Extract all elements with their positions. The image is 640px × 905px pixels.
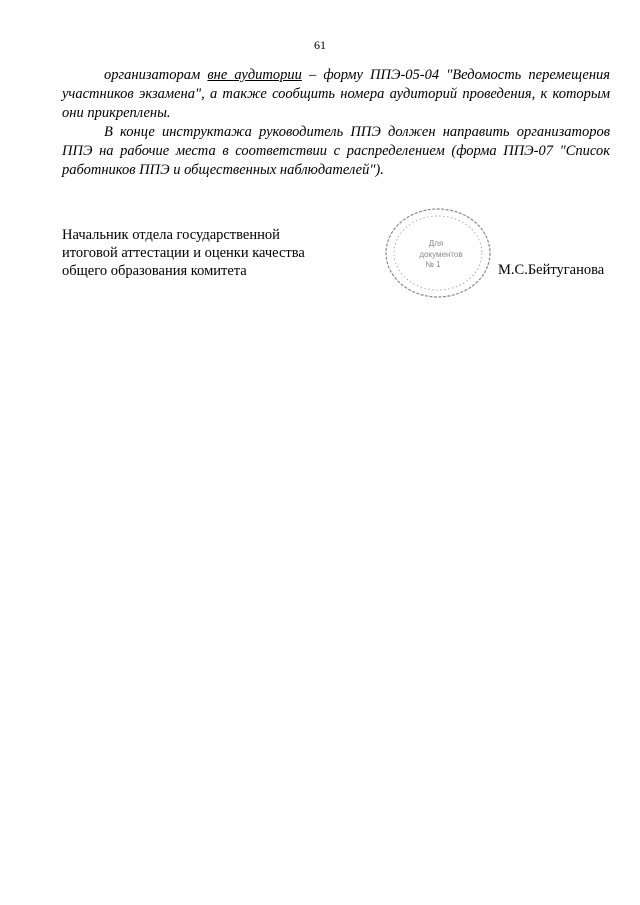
paragraph-1: [62, 66, 610, 123]
paragraph-1-lead: организаторам: [104, 67, 208, 83]
body-text: [62, 66, 610, 180]
page-number: 61: [314, 38, 326, 52]
stamp: [383, 206, 493, 300]
signature-title-line: Начальник отдела государственной: [62, 227, 280, 243]
stamp-text-line: № 1: [425, 260, 441, 269]
underlined-phrase: вне аудитории: [207, 67, 302, 83]
stamp-text-line: Для: [428, 239, 444, 248]
signature-title-line: общего образования комитета: [62, 263, 247, 279]
stamp-text-line: документов: [419, 250, 463, 259]
signature-title-line: итоговой аттестации и оценки качества: [62, 245, 305, 261]
paragraph-1-rest: – форму ППЭ-05-04 "Ведомость перемещения участников экзамена", а также сообщить номера аудиторий проведения, к которым они прикреплены.: [62, 67, 611, 121]
signature-title: [62, 226, 342, 280]
paragraph-2: В конце инструктажа руководитель ППЭ должен направить организаторов ППЭ на рабочие места в соответствии с распределением (форма ППЭ-07 "Список работников ППЭ и общественных наблюдателей").: [62, 124, 610, 178]
signature-name: М.С.Бейтуганова: [498, 262, 605, 278]
stamp-seal-icon: [383, 206, 493, 300]
